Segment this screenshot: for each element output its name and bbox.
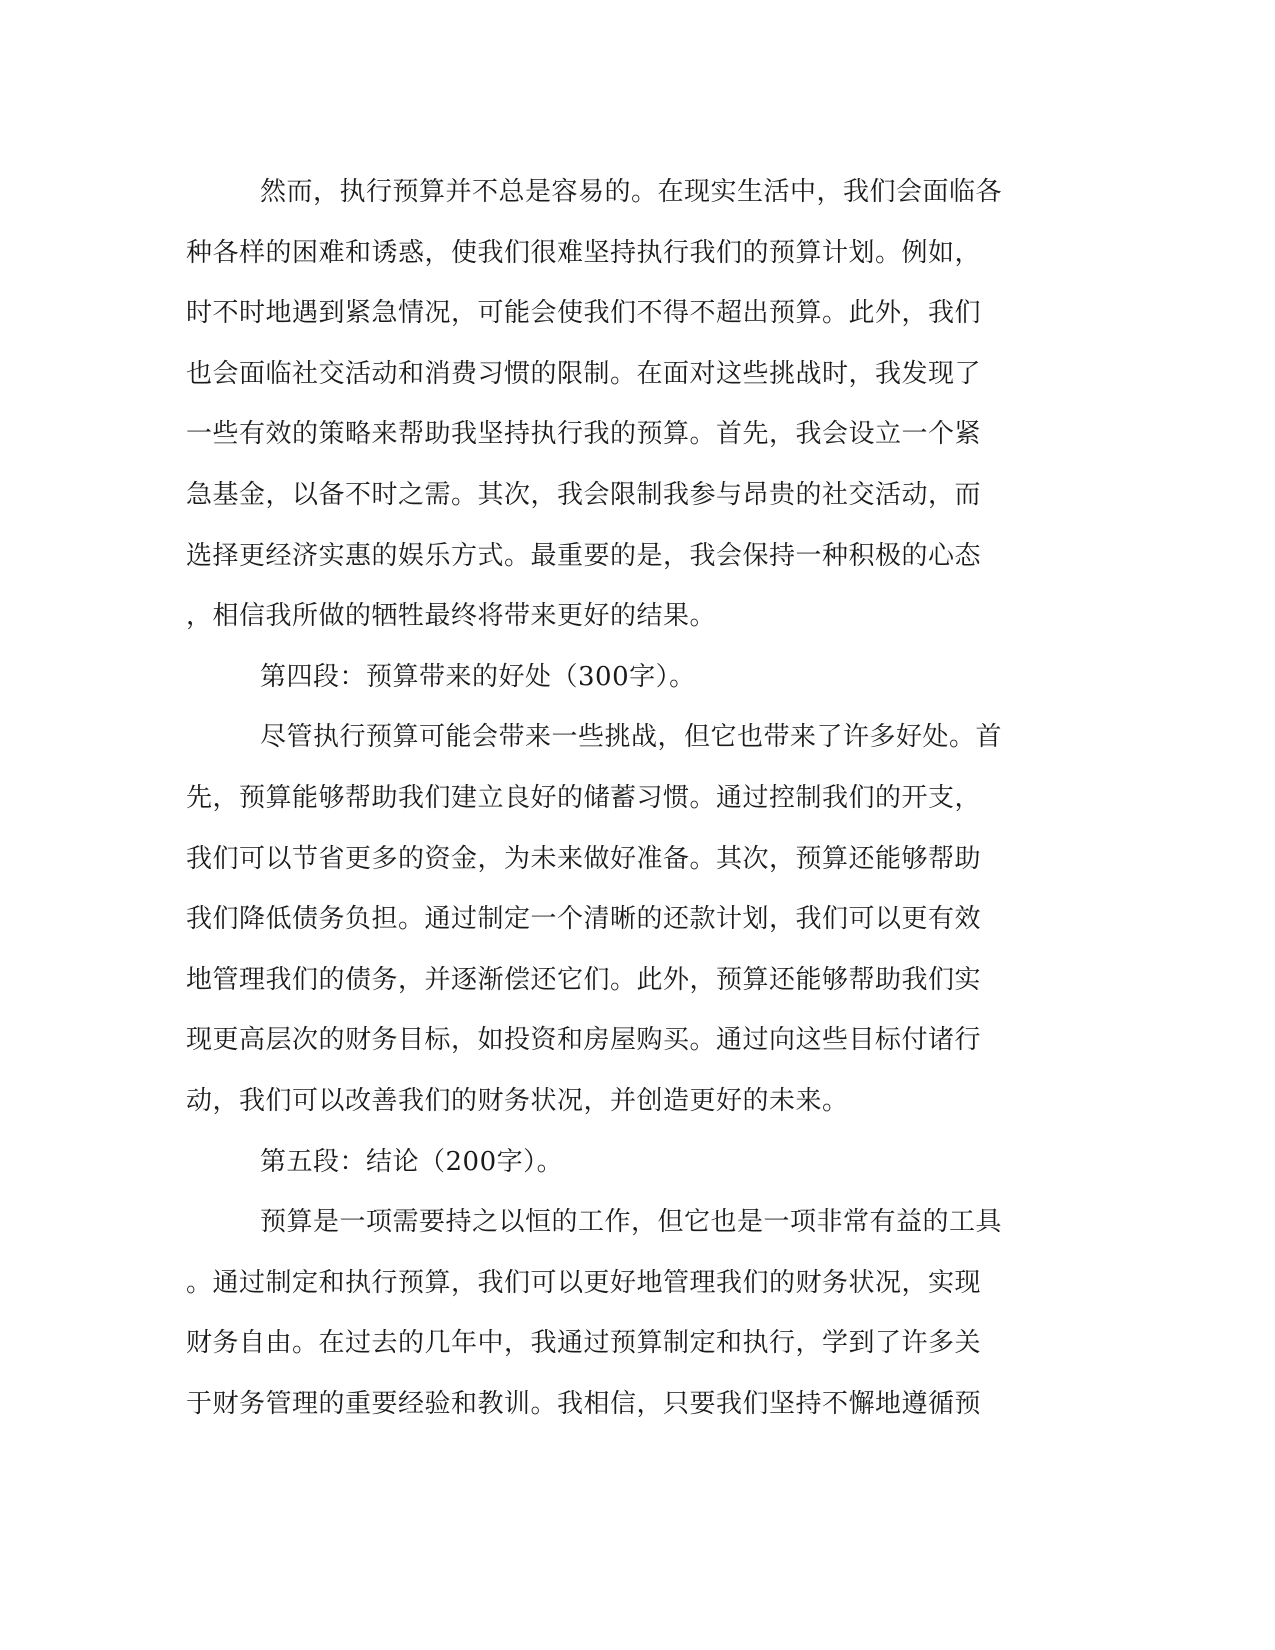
paragraph-line: 现更高层次的财务目标，如投资和房屋购买。通过向这些目标付诸行 [186, 1025, 982, 1056]
paragraph-line: 动，我们可以改善我们的财务状况，并创造更好的未来。 [186, 1085, 849, 1116]
paragraph-line: 急基金，以备不时之需。其次，我会限制我参与昂贵的社交活动，而 [186, 479, 982, 510]
paragraph-line: 财务自由。在过去的几年中，我通过预算制定和执行，学到了许多关 [186, 1328, 982, 1359]
paragraph-line: 种各样的困难和诱惑，使我们很难坚持执行我们的预算计划。例如， [186, 237, 982, 268]
paragraph-line: 然而，执行预算并不总是容易的。在现实生活中，我们会面临各 [260, 177, 1003, 207]
section-heading: 第五段：结论（200字）。 [260, 1146, 564, 1177]
paragraph-line: 也会面临社交活动和消费习惯的限制。在面对这些挑战时，我发现了 [186, 358, 982, 389]
paragraph-line: ，相信我所做的牺牲最终将带来更好的结果。 [186, 601, 717, 632]
document-body [186, 162, 1066, 1434]
section-heading: 第四段：预算带来的好处（300字）。 [260, 661, 696, 692]
paragraph-line: 我们可以节省更多的资金，为未来做好准备。其次，预算还能够帮助 [186, 843, 982, 874]
paragraph-line: 于财务管理的重要经验和教训。我相信，只要我们坚持不懈地遵循预 [186, 1388, 982, 1419]
paragraph-line: 时不时地遇到紧急情况，可能会使我们不得不超出预算。此外，我们 [186, 298, 982, 329]
paragraph-line: 一些有效的策略来帮助我坚持执行我的预算。首先，我会设立一个紧 [186, 419, 982, 450]
paragraph-line: 预算是一项需要持之以恒的工作，但它也是一项非常有益的工具 [260, 1207, 1003, 1238]
paragraph-line: 先，预算能够帮助我们建立良好的储蓄习惯。通过控制我们的开支， [186, 782, 982, 813]
paragraph-line: 我们降低债务负担。通过制定一个清晰的还款计划，我们可以更有效 [186, 904, 982, 935]
paragraph-line: 尽管执行预算可能会带来一些挑战，但它也带来了许多好处。首 [260, 722, 1003, 753]
paragraph-line: 。通过制定和执行预算，我们可以更好地管理我们的财务状况，实现 [186, 1267, 982, 1298]
paragraph-line: 选择更经济实惠的娱乐方式。最重要的是，我会保持一种积极的心态 [186, 540, 982, 571]
paragraph-line: 地管理我们的债务，并逐渐偿还它们。此外，预算还能够帮助我们实 [186, 964, 982, 995]
